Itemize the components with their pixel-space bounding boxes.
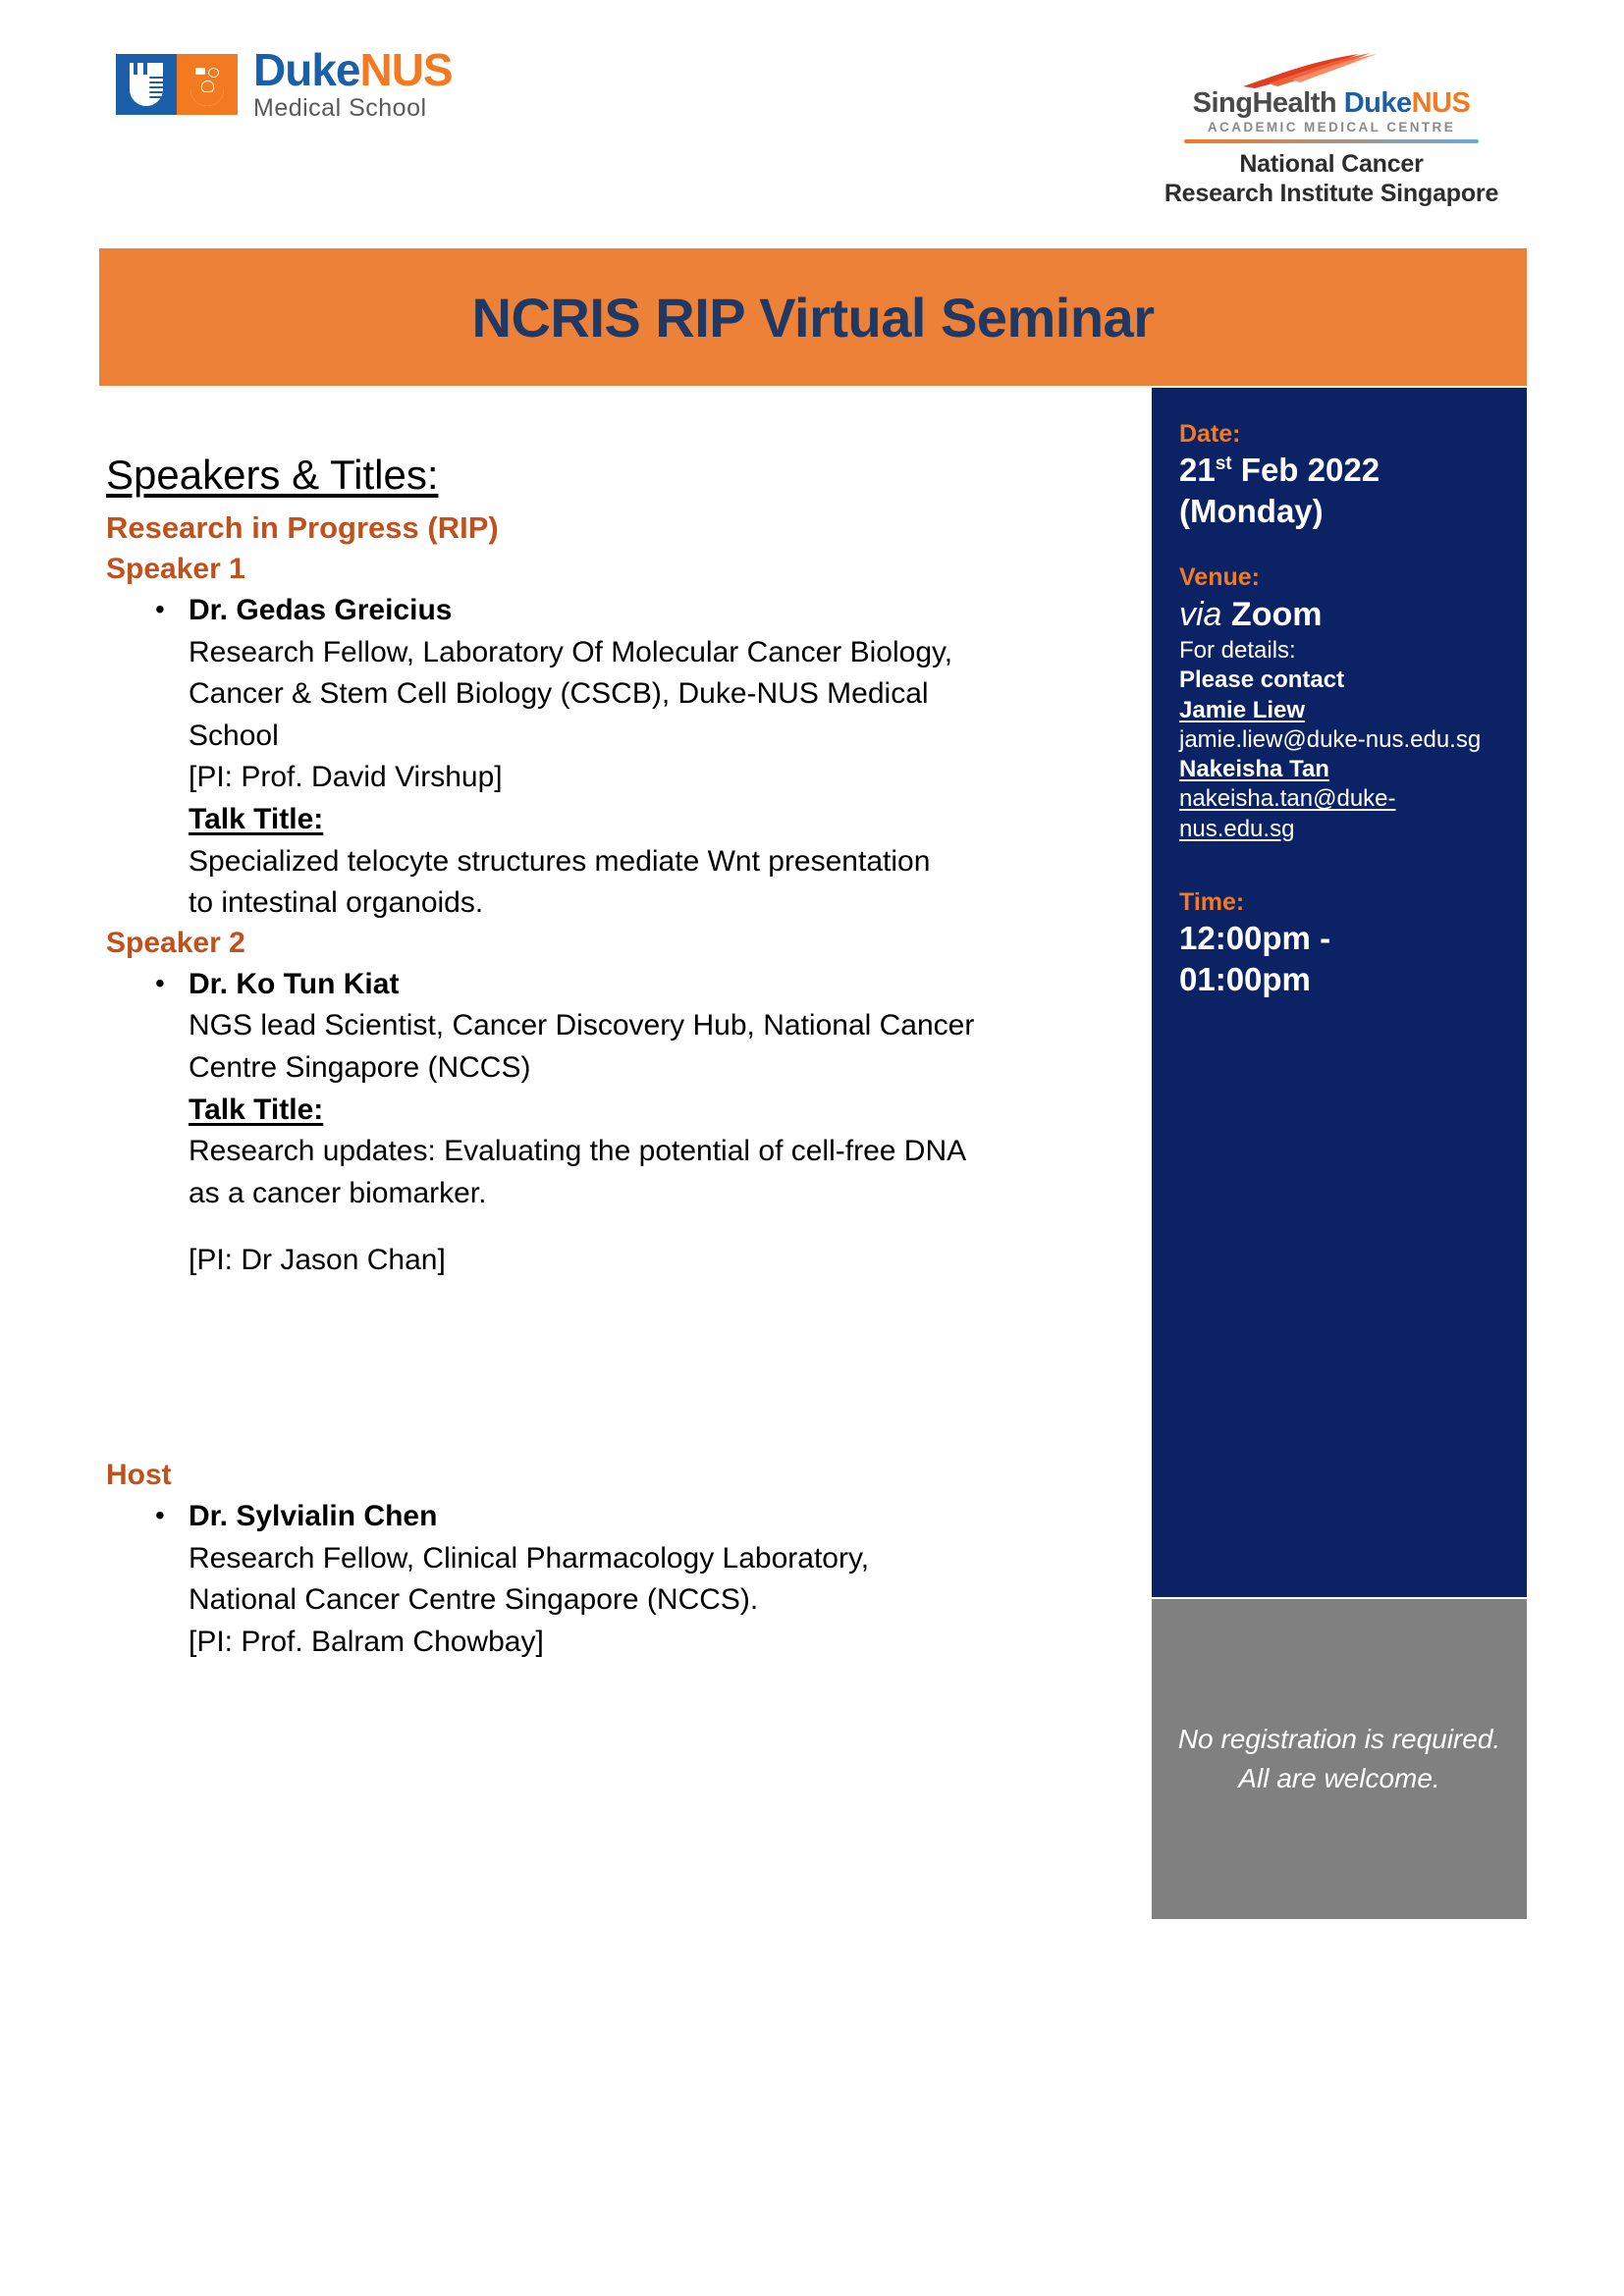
contact-intro: Please contact — [1179, 667, 1345, 694]
ncris-institute-line2: Research Institute Singapore — [1164, 179, 1499, 207]
ncris-institute-name — [1125, 150, 1538, 208]
registration-note-box — [1152, 1599, 1527, 1919]
venue-value — [1179, 593, 1501, 636]
duke-shield-icon — [116, 54, 177, 115]
dukenus-logo — [116, 44, 453, 122]
dukenus-word-duke: Duke — [253, 44, 360, 95]
date-month-year: Feb 2022 — [1231, 452, 1380, 489]
event-info-sidebar — [1152, 388, 1527, 1597]
speaker-2-pi: [PI: Dr Jason Chan] — [189, 1244, 446, 1277]
date-label: Date: — [1179, 420, 1241, 448]
registration-note-text: No registration is required. All are welcome. — [1177, 1724, 1501, 1793]
venue-via-word: via — [1179, 595, 1222, 633]
time-value-line1: 12:00pm - — [1179, 920, 1331, 957]
dukenus-wordmark — [253, 44, 453, 122]
nus-crest-icon — [177, 54, 238, 115]
speaker-2-label: Speaker 2 — [106, 926, 245, 959]
contact-1-name: Jamie Liew — [1179, 696, 1306, 723]
logo-divider-rule — [1184, 139, 1479, 143]
speaker-2-talk-label: Talk Title: — [189, 1093, 324, 1126]
speakers-heading: Speakers & Titles: — [106, 452, 439, 498]
speaker-2-affiliation-line1: NGS lead Scientist, Cancer Discovery Hub, National Cancer — [189, 1009, 975, 1042]
ncris-institute-line1: National Cancer — [1239, 150, 1424, 179]
speaker-1-affiliation-line3: School — [189, 719, 279, 752]
time-label: Time: — [1179, 887, 1245, 916]
details-line: For details: — [1179, 637, 1296, 665]
host-section — [106, 1459, 1137, 1663]
section-label-rip: Research in Progress (RIP) — [106, 510, 499, 545]
date-weekday: (Monday) — [1179, 493, 1324, 530]
speakers-content-column — [106, 452, 1137, 1663]
singhealth-word: SingHealth — [1192, 87, 1337, 119]
speaker-2-talk-line1: Research updates: Evaluating the potential of cell-free DNA — [189, 1135, 967, 1168]
host-affiliation-line1: Research Fellow, Clinical Pharmacology Laboratory, — [189, 1541, 870, 1575]
speaker-1-affiliation-line1: Research Fellow, Laboratory Of Molecular Cancer Biology, — [189, 635, 953, 668]
bullet-icon: • — [155, 594, 165, 624]
venue-platform: Zoom — [1230, 595, 1323, 633]
page-title: NCRIS RIP Virtual Seminar — [471, 286, 1155, 348]
header-logo-area — [0, 0, 1624, 245]
contact-2-name: Nakeisha Tan — [1179, 756, 1329, 783]
speaker-1-talk-line2: to intestinal organoids. — [189, 886, 484, 920]
venue-label: Venue: — [1179, 562, 1260, 591]
speaker-1-talk-line1: Specialized telocyte structures mediate Wnt presentation — [189, 844, 931, 878]
dukenus-shield-tiles — [116, 54, 238, 115]
singhealth-nus-word: NUS — [1411, 87, 1471, 119]
speaker-1-name: Dr. Gedas Greicius — [189, 594, 453, 626]
host-label: Host — [106, 1458, 172, 1491]
host-pi: [PI: Prof. Balram Chowbay] — [189, 1625, 544, 1658]
singhealth-swoosh-icon — [1125, 51, 1538, 90]
speaker-1-talk-label: Talk Title: — [189, 802, 324, 835]
academic-medical-centre-label: ACADEMIC MEDICAL CENTRE — [1207, 120, 1456, 135]
date-value — [1179, 450, 1501, 491]
speaker-2-affiliation-line2: Centre Singapore (NCCS) — [189, 1050, 531, 1084]
speaker-1-block — [155, 590, 1137, 925]
speaker-1-label: Speaker 1 — [106, 553, 245, 585]
host-block — [155, 1496, 1137, 1663]
contact-1-email[interactable]: jamie.liew@duke-nus.edu.sg — [1179, 725, 1482, 753]
singhealth-dukenus-wordmark — [1125, 88, 1538, 118]
speaker-2-talk-line2: as a cancer biomarker. — [189, 1176, 487, 1209]
bullet-icon: • — [155, 1499, 165, 1530]
speaker-1-affiliation-line2: Cancer & Stem Cell Biology (CSCB), Duke-NUS Medical — [189, 677, 929, 711]
dukenus-subtitle: Medical School — [253, 94, 427, 122]
dukenus-word-nus: NUS — [359, 44, 453, 95]
host-name: Dr. Sylvialin Chen — [189, 1499, 438, 1532]
singhealth-duke-word: Duke — [1343, 87, 1412, 119]
speaker-2-name: Dr. Ko Tun Kiat — [189, 967, 400, 1000]
speaker-2-block — [155, 964, 1137, 1282]
ncris-logo — [1125, 51, 1538, 208]
speaker-1-pi: [PI: Prof. David Virshup] — [189, 761, 503, 794]
host-affiliation-line2: National Cancer Centre Singapore (NCCS). — [189, 1583, 759, 1617]
date-day: 21 — [1179, 452, 1216, 489]
date-ordinal: st — [1215, 454, 1232, 475]
time-value-line2: 01:00pm — [1179, 961, 1311, 998]
title-banner — [99, 248, 1527, 386]
bullet-icon: • — [155, 967, 165, 998]
contact-2-email[interactable]: nakeisha.tan@duke-nus.edu.sg — [1179, 785, 1396, 842]
